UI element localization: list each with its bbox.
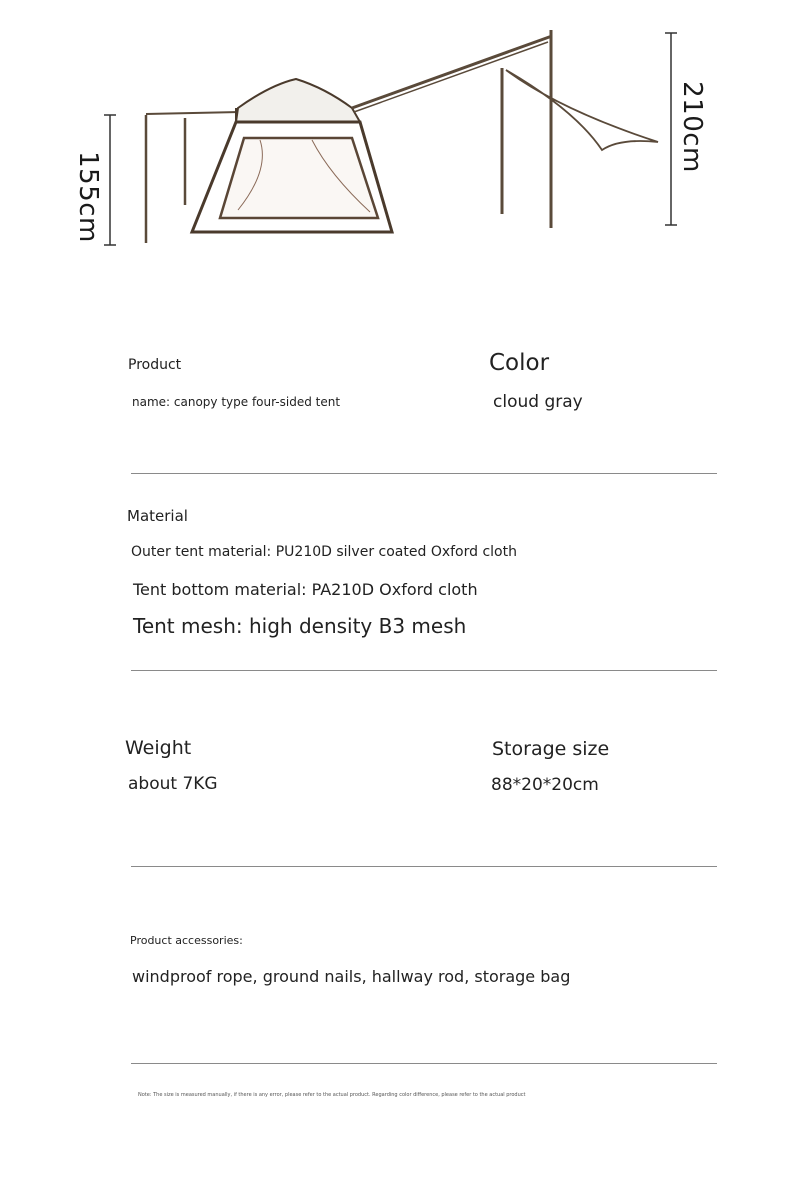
material-outer: Outer tent material: PU210D silver coated Oxford cloth: [131, 544, 517, 560]
divider-2: [131, 670, 717, 671]
material-label: Material: [127, 507, 188, 525]
height-210-dimension: [665, 33, 677, 225]
divider-3: [131, 866, 717, 867]
product-name: name: canopy type four-sided tent: [132, 395, 341, 409]
material-mesh: Tent mesh: high density B3 mesh: [133, 614, 467, 638]
disclaimer-note: Note: The size is measured manually, if there is any error, please refer to the actual product. Regarding color difference, please refer to the actual product: [138, 1092, 526, 1098]
color-value: cloud gray: [493, 392, 583, 412]
height-155-dimension: [104, 115, 116, 245]
storage-label: Storage size: [492, 738, 610, 760]
height-155-label: 155cm: [72, 151, 103, 243]
tent-body: [192, 79, 392, 232]
weight-label: Weight: [125, 737, 192, 759]
color-label: Color: [489, 350, 550, 376]
divider-1: [131, 473, 717, 474]
right-canopy: [352, 30, 658, 228]
storage-value: 88*20*20cm: [491, 775, 599, 795]
material-bottom: Tent bottom material: PA210D Oxford cloth: [133, 580, 478, 599]
product-label: Product: [128, 357, 182, 373]
height-210-label: 210cm: [676, 81, 707, 173]
accessories-value: windproof rope, ground nails, hallway rod, storage bag: [132, 967, 571, 986]
divider-4: [131, 1063, 717, 1064]
weight-value: about 7KG: [128, 774, 218, 794]
accessories-label: Product accessories:: [130, 934, 243, 947]
